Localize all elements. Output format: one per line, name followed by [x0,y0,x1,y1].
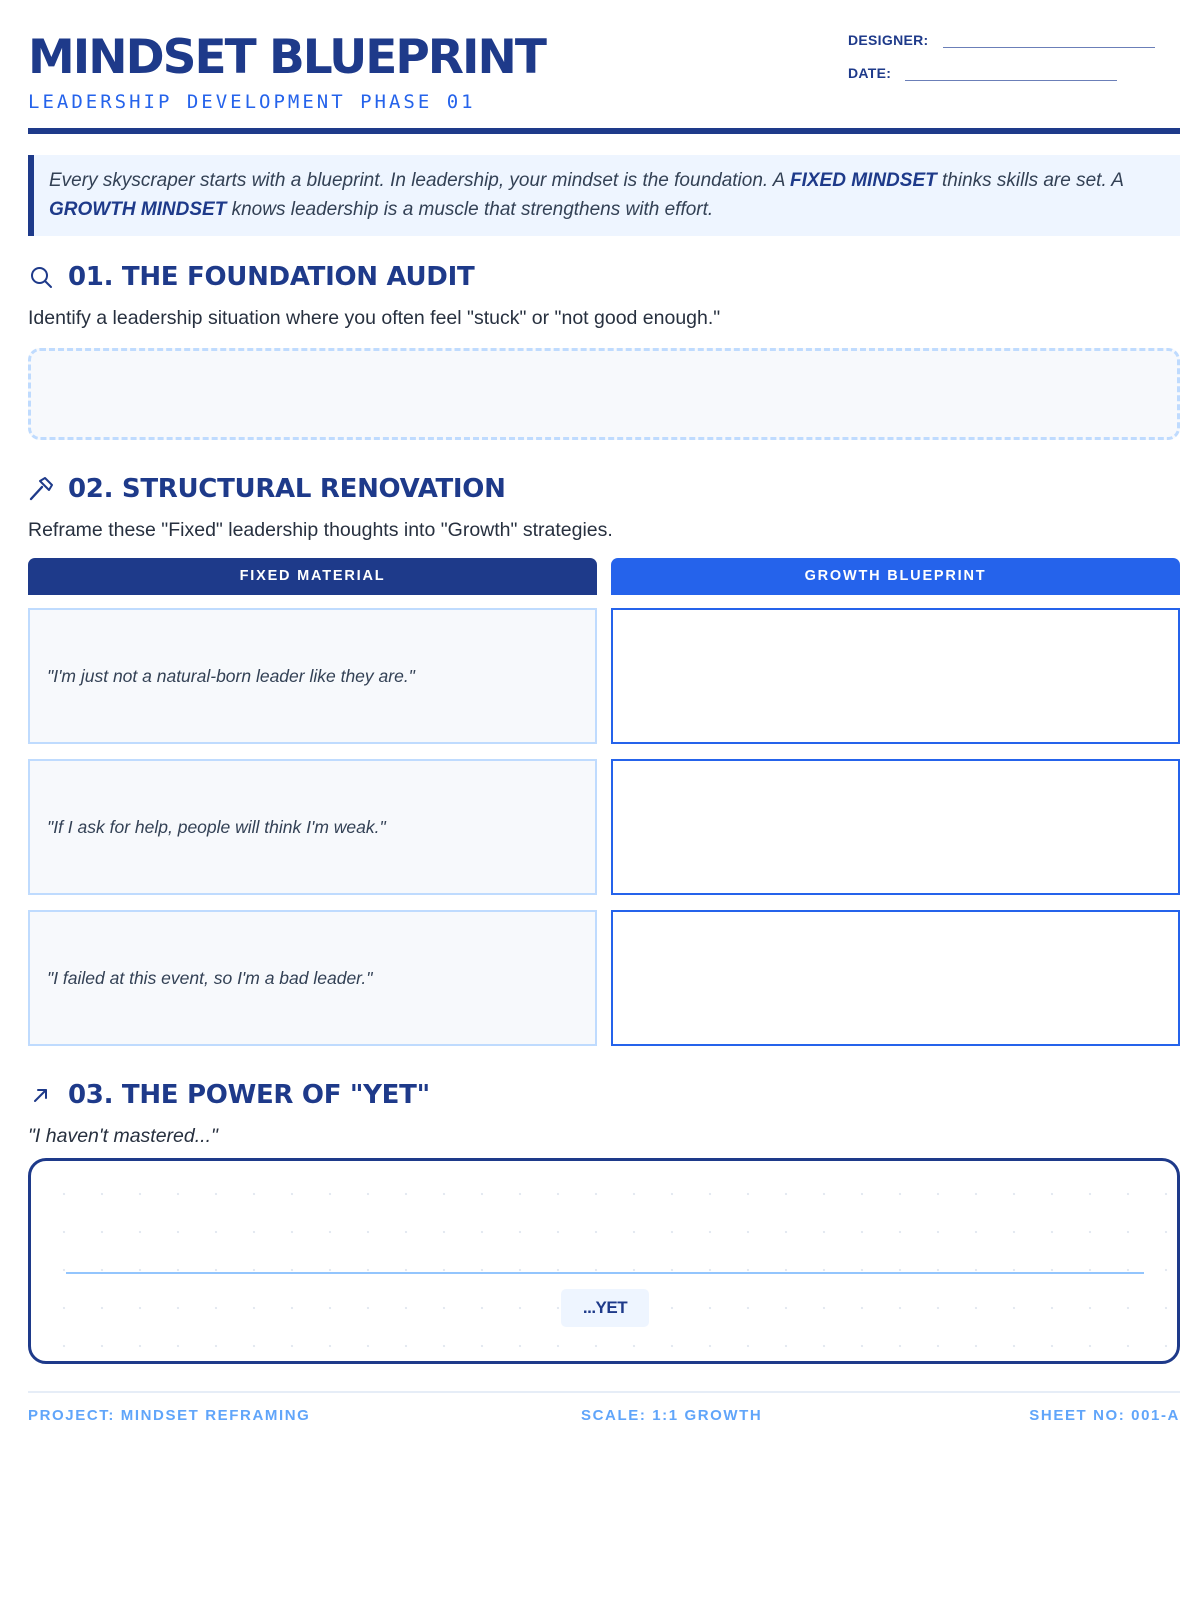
fixed-thought-1: "I'm just not a natural-born leader like they are." [28,608,597,744]
section-structural-renovation-header [28,472,506,506]
arrow-up-right-icon [28,1082,54,1108]
power-of-yet-box [28,1158,1180,1364]
section-title: 02. STRUCTURAL RENOVATION [68,474,506,504]
intro-callout [28,155,1180,236]
fixed-thought-2: "If I ask for help, people will think I'm weak." [28,759,597,895]
growth-reframe-input-2[interactable] [611,759,1180,895]
header [28,30,1180,132]
search-icon [28,264,54,290]
designer-field[interactable] [943,34,1155,48]
date-label: DATE: [848,65,892,81]
growth-blueprint-header: GROWTH BLUEPRINT [611,558,1180,595]
fixed-material-header: FIXED MATERIAL [28,558,597,595]
intro-text-1: Every skyscraper starts with a blueprint. In leadership, your mindset is the foundation. A [49,170,790,191]
growth-mindset-term: GROWTH MINDSET [49,199,227,220]
header-divider [28,128,1180,134]
growth-reframe-input-1[interactable] [611,608,1180,744]
section-title: 01. THE FOUNDATION AUDIT [68,262,475,292]
footer-project: PROJECT: MINDSET REFRAMING [28,1407,311,1424]
section-foundation-audit-header [28,260,474,294]
section-description: Reframe these "Fixed" leadership thoughts into "Growth" strategies. [28,519,613,541]
yet-answer-line[interactable] [66,1272,1144,1274]
yet-prompt: "I haven't mastered..." [28,1125,218,1147]
growth-reframe-input-3[interactable] [611,910,1180,1046]
section-description: Identify a leadership situation where you often feel "stuck" or "not good enough." [28,307,721,329]
section-title: 03. THE POWER OF "YET" [68,1080,430,1110]
designer-label: DESIGNER: [848,32,929,48]
yet-badge: ...YET [561,1289,649,1327]
section-power-of-yet-header [28,1078,430,1112]
intro-text-3: knows leadership is a muscle that strengthens with effort. [226,199,714,220]
date-field[interactable] [905,67,1117,81]
footer-scale: SCALE: 1:1 GROWTH [581,1407,763,1424]
worksheet-page [28,0,1180,1600]
designer-row [848,32,1155,48]
page-subtitle: LEADERSHIP DEVELOPMENT PHASE 01 [28,91,476,113]
footer-divider [28,1391,1180,1393]
hammer-icon [28,476,54,502]
date-row [848,65,1117,81]
fixed-mindset-term: FIXED MINDSET [790,170,937,191]
footer-sheet-number: SHEET NO: 001-A [1029,1407,1180,1424]
page-title: MINDSET BLUEPRINT [28,30,545,85]
foundation-audit-input[interactable] [28,348,1180,440]
intro-text-2: thinks skills are set. A [936,170,1124,191]
fixed-thought-3: "I failed at this event, so I'm a bad leader." [28,910,597,1046]
